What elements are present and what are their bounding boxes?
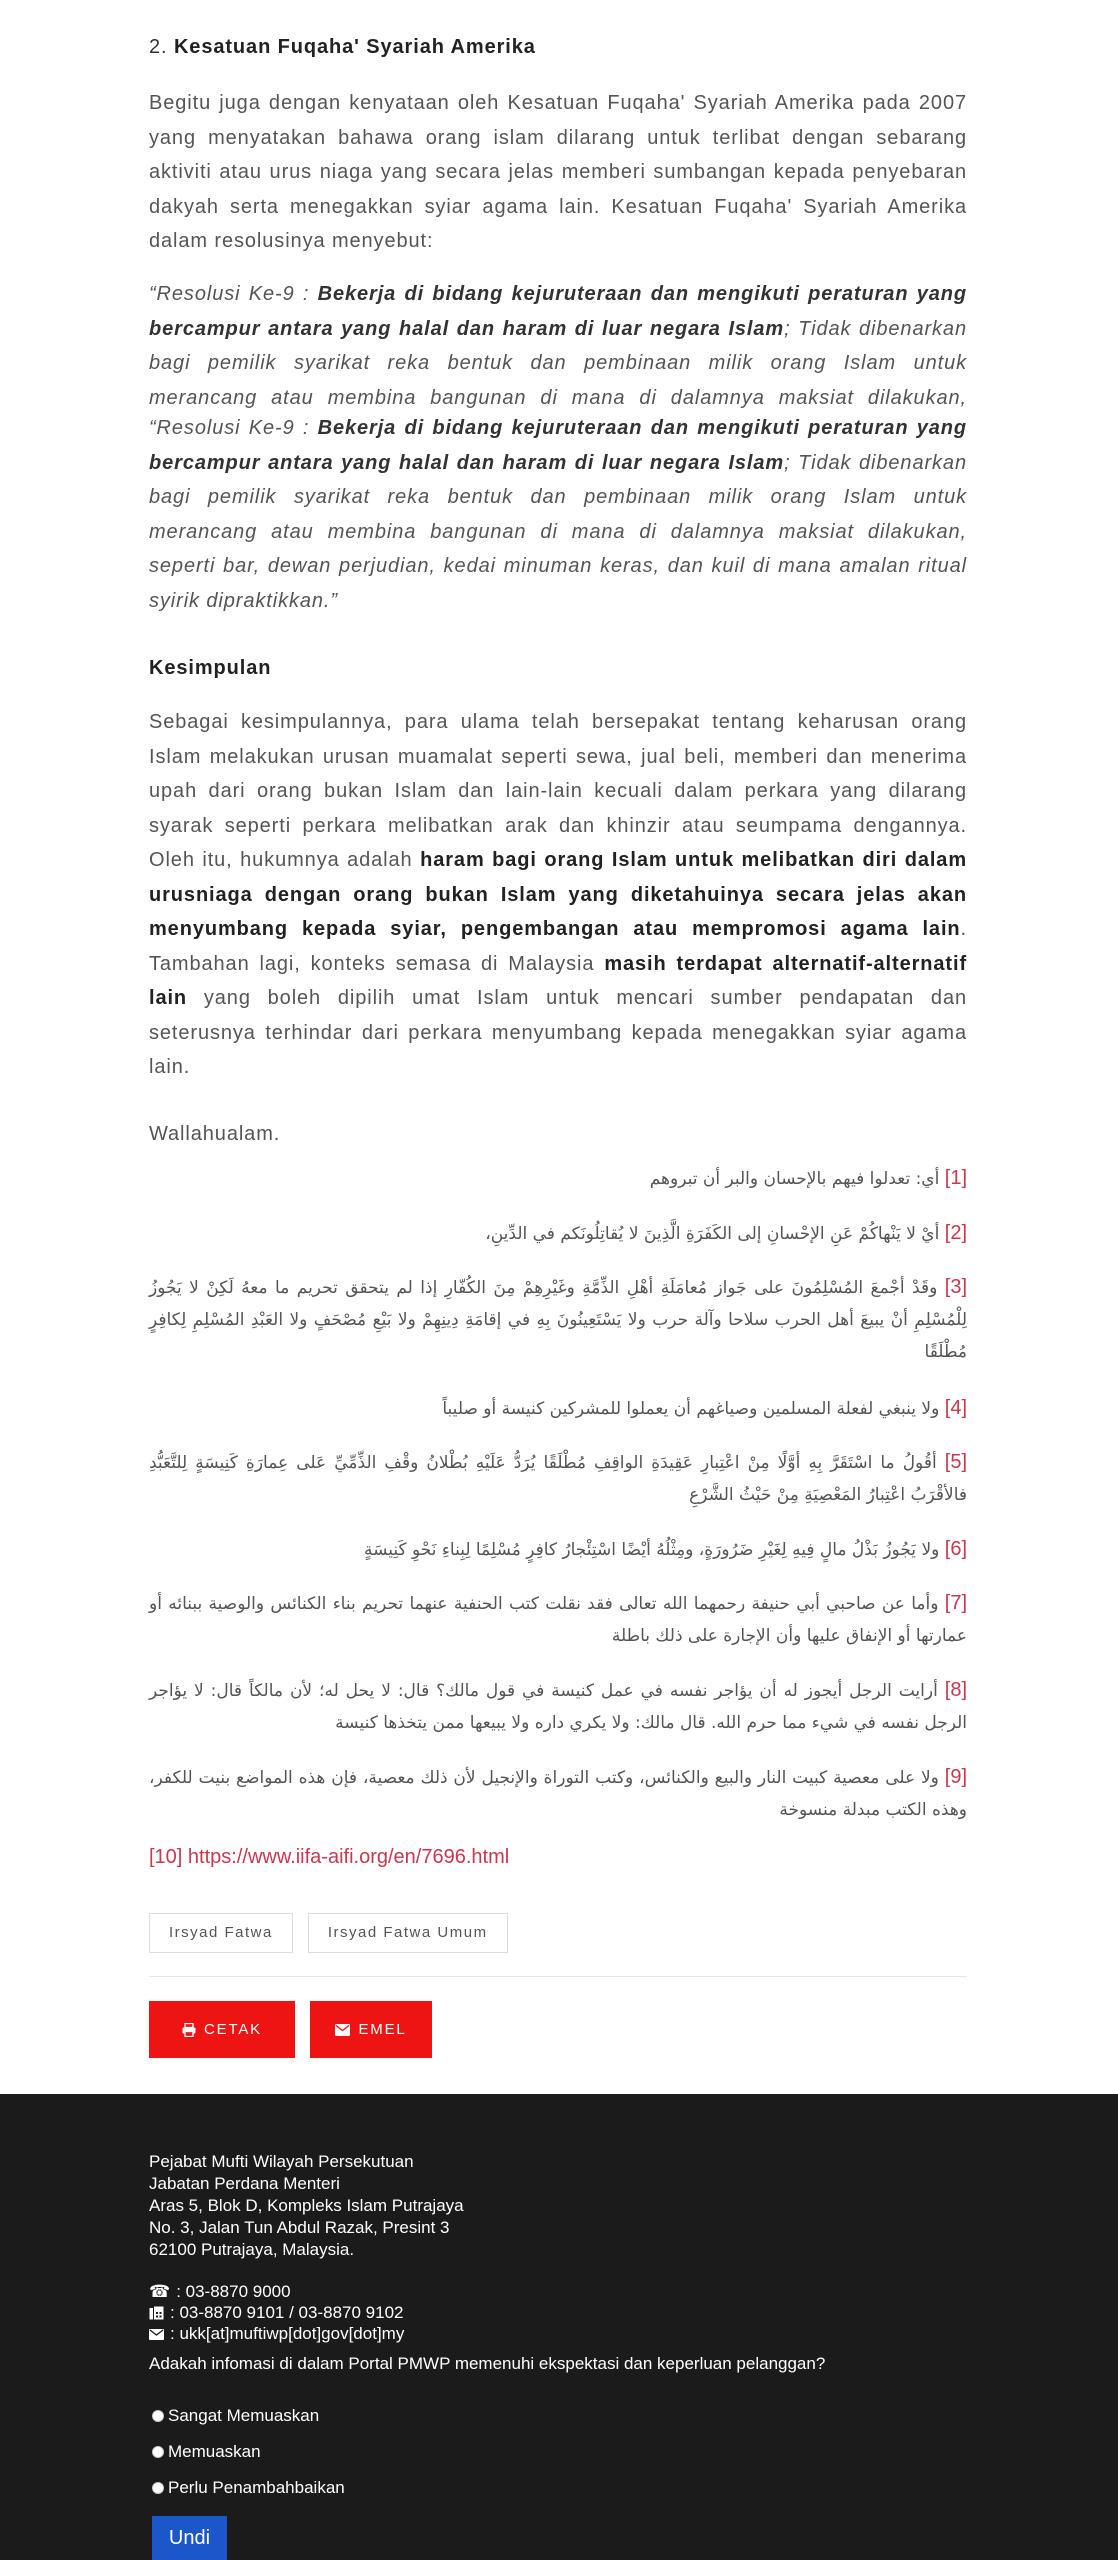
site-footer: [0, 2094, 1118, 2560]
option-label: Sangat Memuaskan: [168, 2406, 320, 2425]
option-label: Memuaskan: [168, 2442, 261, 2461]
print-icon: [182, 2023, 196, 2037]
fax-number: : 03-8870 9101 / 03-8870 9102: [170, 2303, 404, 2322]
envelope-icon: [149, 2329, 164, 2340]
item-heading: [149, 36, 536, 59]
survey-option-memuaskan[interactable]: [152, 2442, 261, 2462]
footnote-10-link[interactable]: [10] https://www.iifa-aifi.org/en/7696.html: [149, 1846, 510, 1868]
footnote: [8] أرايت الرجل أيجوز له أن يؤاجر نفسه في عمل كنيسة في قول مالك؟ قال: لا يحل له؛ لأن مالكاً قال: لا يؤاجر الرجل نفسه في شيء مما حرم الله. قال مالك: ولا يكري داره ولا يبيعها ممن يتخذها كنيسة: [149, 1679, 967, 1733]
divider: [149, 1976, 967, 1977]
footnote-ref[interactable]: [4]: [944, 1397, 967, 1419]
radio-button[interactable]: [152, 2446, 164, 2458]
footnote: [1] أي: تعدلوا فيهم بالإحسان والبر أن تبروهم: [649, 1167, 967, 1189]
footnote: [5] أقُولُ ما اسْتَقَرَّ بِهِ أوَّلًا مِنْ اعْتِبارِ عَقِيدَةِ الواقِفِ مُطْلَقًا يُرَدُّ عَلَيْهِ بُطْلانُ وقْفِ الذِّمِّيِّ عَلى عِمارَةِ كَنِيسَةٍ لِلتَّعَبُّدِ فالأقْرَبُ اعْتِبارُ المَعْصِيَةِ مِنْ حَيْثُ الشَّرْعِ: [149, 1451, 967, 1505]
phone-number: : 03-8870 9000: [176, 2282, 291, 2301]
item-title: Kesatuan Fuqaha' Syariah Amerika: [173, 36, 536, 58]
address-line: No. 3, Jalan Tun Abdul Razak, Presint 3: [149, 2218, 450, 2237]
conclusion-paragraph: Sebagai kesimpulannya, para ulama telah bersepakat tentang keharusan orang Islam melakukan urusan muamalat seperti sewa, jual beli, memberi dan menerima upah dari orang bukan Islam dan lain-lain kecuali dalam perkara yang dilarang syarak seperti perkara melibatkan arak dan khinzir atau seumpama dengannya. Oleh itu, hukumnya adalah haram bagi orang Islam untuk melibatkan diri dalam urusniaga dengan orang bukan Islam yang diketahuinya secara jelas akan menyumbang kepada syiar, pengembangan atau mempromosi agama lain. Tambahan lagi, konteks semasa di Malaysia masih terdapat alternatif-alternatif lain yang boleh dipilih umat Islam untuk mencari sumber pendapatan dan seterusnya terhindar dari perkara menyumbang kepada menegakkan syiar agama lain.: [149, 711, 968, 1078]
footnote-ref[interactable]: [3]: [944, 1276, 967, 1298]
section-heading: Kesimpulan: [149, 657, 272, 679]
closing-text: Wallahualam.: [149, 1123, 281, 1145]
email-button[interactable]: [310, 2001, 432, 2058]
address-line: Pejabat Mufti Wilayah Persekutuan: [149, 2152, 414, 2171]
envelope-icon: [335, 2024, 350, 2036]
office-address: [149, 2151, 464, 2261]
fax-icon: [149, 2306, 164, 2320]
survey-option-perlu-penambahbaikan[interactable]: [152, 2478, 345, 2498]
address-line: Aras 5, Blok D, Kompleks Islam Putrajaya: [149, 2196, 464, 2215]
item-number: 2.: [149, 36, 168, 58]
footnote-ref[interactable]: [6]: [944, 1538, 967, 1560]
survey-question: Adakah infomasi di dalam Portal PMWP memenuhi ekspektasi dan keperluan pelanggan?: [149, 2354, 826, 2373]
quote-text: “Resolusi Ke-9 : Bekerja di bidang kejuruteraan dan mengikuti peraturan yang bercampur antara yang halal dan haram di luar negara Islam; Tidak dibenarkan bagi pemilik syarikat reka bentuk dan pembinaan milik orang Islam untuk merancang atau membina bangunan di mana di dalamnya maksiat dilakukan, seperti bar, dewan perjudian, kedai minuman keras, dan kuil di mana amalan ritual syirik dipraktikkan.”: [149, 417, 967, 612]
footnote: [7] وأما عن صاحبي أبي حنيفة رحمهما الله تعالى فقد نقلت كتب الحنفية عنهما تحريم بناء الكنائس والوصية ببنائه أو عمارتها أو الإنفاق عليها وأن الإجارة على ذلك باطلة: [149, 1592, 967, 1646]
address-line: Jabatan Perdana Menteri: [149, 2174, 340, 2193]
footnote: [2] أيْ لا يَنْهاكُمْ عَنِ الإحْسانِ إلى الكَفَرَةِ الَّذِينَ لا يُقاتِلُونَكم في الدِّينِ،: [485, 1222, 967, 1244]
footnote-ref[interactable]: [1]: [944, 1167, 967, 1189]
print-label: CETAK: [204, 2021, 262, 2038]
fax-contact: [149, 2303, 403, 2323]
email-contact: [149, 2324, 404, 2344]
footnote-ref[interactable]: [9]: [944, 1766, 967, 1788]
tag-irsyad-fatwa[interactable]: Irsyad Fatwa: [149, 1913, 293, 1953]
tag-irsyad-fatwa-umum[interactable]: Irsyad Fatwa Umum: [308, 1913, 508, 1953]
footnote: [3] وقَدْ أجْمعَ المُسْلِمُونَ على جَواز مُعامَلَةِ أهْلِ الذِّمَّةِ وغَيْرِهِمْ مِنَ الكُفّارِ إذا لم يتحقق تحريم ما معهُ لَكِنْ لا يَجُوزُ لِلْمُسْلِمِ أنْ يبيعَ أهل الحرب سلاحا وآلة حرب ولا يَسْتَعِينُونَ بِهِ في إقامَةِ دِينِهِمْ ولا بَيْعِ مُصْحَفٍ ولا العَبْدِ المُسْلِمِ لِكافِرٍ مُطْلَقًا: [149, 1276, 967, 1362]
vote-button[interactable]: Undi: [152, 2516, 227, 2560]
footnote: [9] ولا على معصية كبيت النار والبيع والكنائس، وكتب التوراة والإنجيل لأن ذلك معصية، فإن هذه المواضع بنيت للكفر، وهذه الكتب مبدلة منسوخة: [149, 1766, 967, 1820]
footnote: [6] ولا يَجُوزُ بَذْلُ مالٍ فِيهِ لِغَيْرِ ضَرُورَةٍ، ومِثْلُهُ أيْضًا اسْتِئْجارُ كافِرٍ مُسْلِمًا لِبِناءِ نَحْوِ كَنِيسَةٍ: [363, 1538, 967, 1560]
quote-text: “Resolusi Ke-9 : Bekerja di bidang kejuruteraan dan mengikuti peraturan yang bercampur antara yang halal dan haram di luar negara Islam; Tidak dibenarkan bagi pemilik syarikat reka bentuk dan pembinaan milik orang Islam untuk merancang atau membina bangunan di mana di dalamnya maksiat dilakukan,: [149, 283, 967, 409]
address-line: 62100 Putrajaya, Malaysia.: [149, 2240, 355, 2259]
quote-clipped: [149, 277, 967, 409]
footnote: [4] ولا ينبغي لفعلة المسلمين وصياغهم أن يعملوا للمشركين كنيسة أو صليباً: [442, 1397, 967, 1419]
option-label: Perlu Penambahbaikan: [168, 2478, 345, 2497]
survey-option-sangat-memuaskan[interactable]: [152, 2406, 319, 2426]
print-button[interactable]: [149, 2001, 295, 2058]
footnote-ref[interactable]: [8]: [944, 1679, 967, 1701]
footnote-ref[interactable]: [5]: [944, 1451, 967, 1473]
article-content: [149, 0, 967, 2094]
radio-button[interactable]: [152, 2410, 164, 2422]
phone-contact: [149, 2282, 291, 2302]
tag-list: [149, 1913, 508, 1953]
email-label: EMEL: [358, 2021, 407, 2038]
footnote-ref[interactable]: [7]: [944, 1592, 967, 1614]
action-buttons: [149, 2001, 432, 2058]
paragraph: Begitu juga dengan kenyataan oleh Kesatuan Fuqaha' Syariah Amerika pada 2007 yang menyatakan bahawa orang islam dilarang untuk terlibat dengan sebarang aktiviti atau urus niaga yang secara jelas memberi sumbangan kepada penyebaran dakyah serta menegakkan syiar agama lain. Kesatuan Fuqaha' Syariah Amerika dalam resolusinya menyebut:: [149, 92, 967, 252]
phone-icon: ☎: [149, 2282, 171, 2301]
footnote-ref[interactable]: [2]: [944, 1222, 967, 1244]
radio-button[interactable]: [152, 2482, 164, 2494]
email-address: : ukk[at]muftiwp[dot]gov[dot]my: [170, 2324, 405, 2343]
